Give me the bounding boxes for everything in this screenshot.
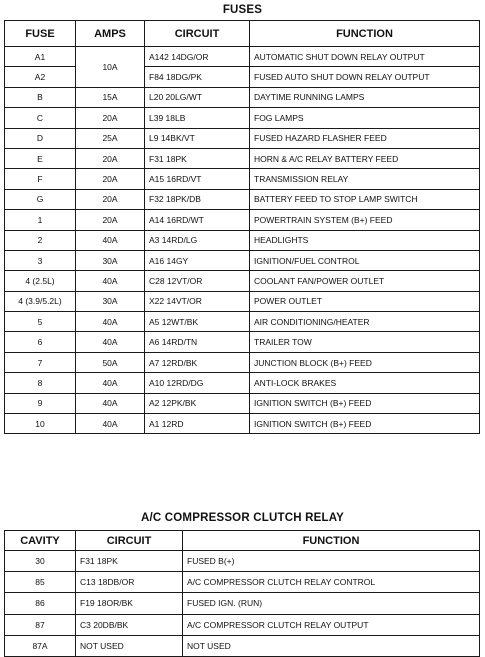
relay-header-row: [5, 531, 480, 551]
amps-cell: 20A: [76, 148, 145, 168]
circuit-cell: A5 12WT/BK: [145, 312, 250, 332]
table-row: [5, 593, 480, 614]
circuit-cell: A16 14GY: [145, 250, 250, 270]
fuses-table: [4, 20, 480, 434]
fuse-cell: 4 (2.5L): [5, 271, 76, 291]
circuit-cell: A10 12RD/DG: [145, 373, 250, 393]
circuit-cell: A2 12PK/BK: [145, 393, 250, 413]
table-row: [5, 572, 480, 593]
circuit-cell: A14 16RD/WT: [145, 210, 250, 230]
amps-cell: 20A: [76, 210, 145, 230]
table-row: [5, 414, 480, 434]
amps-cell: 40A: [76, 414, 145, 434]
relay-function-column-header: FUNCTION: [183, 531, 480, 551]
fuse-cell: 4 (3.9/5.2L): [5, 291, 76, 311]
function-column-header: FUNCTION: [250, 21, 480, 47]
table-row: [5, 271, 480, 291]
amps-cell: 40A: [76, 230, 145, 250]
amps-cell: 40A: [76, 393, 145, 413]
relay-title: A/C COMPRESSOR CLUTCH RELAY: [140, 512, 345, 524]
fuse-cell: A2: [5, 67, 76, 87]
function-cell: TRANSMISSION RELAY: [250, 169, 480, 189]
circuit-cell: F32 18PK/DB: [145, 189, 250, 209]
amps-cell: 25A: [76, 128, 145, 148]
function-cell: COOLANT FAN/POWER OUTLET: [250, 271, 480, 291]
fuse-cell: 1: [5, 210, 76, 230]
circuit-cell: A3 14RD/LG: [145, 230, 250, 250]
circuit-cell: X22 14VT/OR: [145, 291, 250, 311]
fuses-header-row: [5, 21, 480, 47]
amps-cell: 20A: [76, 189, 145, 209]
table-row: [5, 614, 480, 635]
table-row: [5, 210, 480, 230]
circuit-column-header: CIRCUIT: [145, 21, 250, 47]
cavity-cell: 86: [5, 593, 76, 614]
circuit-cell: A1 12RD: [145, 414, 250, 434]
amps-column-header: AMPS: [76, 21, 145, 47]
table-row: [5, 108, 480, 128]
amps-cell: 40A: [76, 271, 145, 291]
relay-circuit-column-header: CIRCUIT: [76, 531, 183, 551]
function-cell: A/C COMPRESSOR CLUTCH RELAY OUTPUT: [183, 614, 480, 635]
fuse-cell: B: [5, 87, 76, 107]
circuit-cell: A15 16RD/VT: [145, 169, 250, 189]
function-cell: AIR CONDITIONING/HEATER: [250, 312, 480, 332]
circuit-cell: A6 14RD/TN: [145, 332, 250, 352]
fuse-cell: G: [5, 189, 76, 209]
table-row: [5, 393, 480, 413]
amps-cell: 40A: [76, 332, 145, 352]
circuit-cell: A142 14DG/OR: [145, 47, 250, 67]
function-cell: FUSED HAZARD FLASHER FEED: [250, 128, 480, 148]
function-cell: AUTOMATIC SHUT DOWN RELAY OUTPUT: [250, 47, 480, 67]
amps-cell: 15A: [76, 87, 145, 107]
table-row: [5, 87, 480, 107]
function-cell: IGNITION SWITCH (B+) FEED: [250, 414, 480, 434]
circuit-cell: L9 14BK/VT: [145, 128, 250, 148]
function-cell: IGNITION SWITCH (B+) FEED: [250, 393, 480, 413]
fuse-cell: 10: [5, 414, 76, 434]
table-row: [5, 189, 480, 209]
circuit-cell: NOT USED: [76, 635, 183, 656]
circuit-cell: F31 18PK: [76, 551, 183, 572]
circuit-cell: A7 12RD/BK: [145, 352, 250, 372]
fuse-cell: 6: [5, 332, 76, 352]
table-row: [5, 128, 480, 148]
circuit-cell: F19 18OR/BK: [76, 593, 183, 614]
table-row: [5, 352, 480, 372]
circuit-cell: C13 18DB/OR: [76, 572, 183, 593]
function-cell: JUNCTION BLOCK (B+) FEED: [250, 352, 480, 372]
table-row: [5, 551, 480, 572]
amps-cell: 20A: [76, 169, 145, 189]
table-row: [5, 291, 480, 311]
relay-table-body: [5, 551, 480, 657]
fuse-cell: E: [5, 148, 76, 168]
circuit-cell: C3 20DB/BK: [76, 614, 183, 635]
fuse-cell: 8: [5, 373, 76, 393]
amps-cell: 30A: [76, 250, 145, 270]
fuse-cell: 2: [5, 230, 76, 250]
function-cell: FUSED AUTO SHUT DOWN RELAY OUTPUT: [250, 67, 480, 87]
circuit-cell: C28 12VT/OR: [145, 271, 250, 291]
table-row: [5, 148, 480, 168]
cavity-column-header: CAVITY: [5, 531, 76, 551]
function-cell: A/C COMPRESSOR CLUTCH RELAY CONTROL: [183, 572, 480, 593]
amps-cell: 40A: [76, 373, 145, 393]
circuit-cell: L20 20LG/WT: [145, 87, 250, 107]
amps-cell: 40A: [76, 312, 145, 332]
fuse-cell: A1: [5, 47, 76, 67]
fuses-title: FUSES: [222, 4, 263, 16]
function-cell: ANTI-LOCK BRAKES: [250, 373, 480, 393]
function-cell: DAYTIME RUNNING LAMPS: [250, 87, 480, 107]
circuit-cell: L39 18LB: [145, 108, 250, 128]
amps-cell: 20A: [76, 108, 145, 128]
fuse-cell: F: [5, 169, 76, 189]
function-cell: TRAILER TOW: [250, 332, 480, 352]
fuse-cell: C: [5, 108, 76, 128]
fuse-cell: D: [5, 128, 76, 148]
table-row: [5, 312, 480, 332]
function-cell: FUSED IGN. (RUN): [183, 593, 480, 614]
fuse-cell: 5: [5, 312, 76, 332]
cavity-cell: 87: [5, 614, 76, 635]
table-row: [5, 47, 480, 67]
table-row: [5, 169, 480, 189]
function-cell: BATTERY FEED TO STOP LAMP SWITCH: [250, 189, 480, 209]
fuse-cell: 9: [5, 393, 76, 413]
cavity-cell: 85: [5, 572, 76, 593]
table-row: [5, 230, 480, 250]
table-row: [5, 373, 480, 393]
function-cell: IGNITION/FUEL CONTROL: [250, 250, 480, 270]
table-row: [5, 250, 480, 270]
fuse-column-header: FUSE: [5, 21, 76, 47]
amps-cell: 50A: [76, 352, 145, 372]
function-cell: FUSED B(+): [183, 551, 480, 572]
cavity-cell: 87A: [5, 635, 76, 656]
function-cell: POWERTRAIN SYSTEM (B+) FEED: [250, 210, 480, 230]
fuse-cell: 7: [5, 352, 76, 372]
amps-cell: 10A: [76, 47, 145, 88]
amps-cell: 30A: [76, 291, 145, 311]
table-row: [5, 332, 480, 352]
fuses-table-body: [5, 47, 480, 434]
table-row: [5, 635, 480, 656]
fuse-cell: 3: [5, 250, 76, 270]
circuit-cell: F84 18DG/PK: [145, 67, 250, 87]
function-cell: POWER OUTLET: [250, 291, 480, 311]
circuit-cell: F31 18PK: [145, 148, 250, 168]
cavity-cell: 30: [5, 551, 76, 572]
function-cell: HEADLIGHTS: [250, 230, 480, 250]
function-cell: HORN & A/C RELAY BATTERY FEED: [250, 148, 480, 168]
function-cell: FOG LAMPS: [250, 108, 480, 128]
function-cell: NOT USED: [183, 635, 480, 656]
relay-table: [4, 530, 480, 657]
